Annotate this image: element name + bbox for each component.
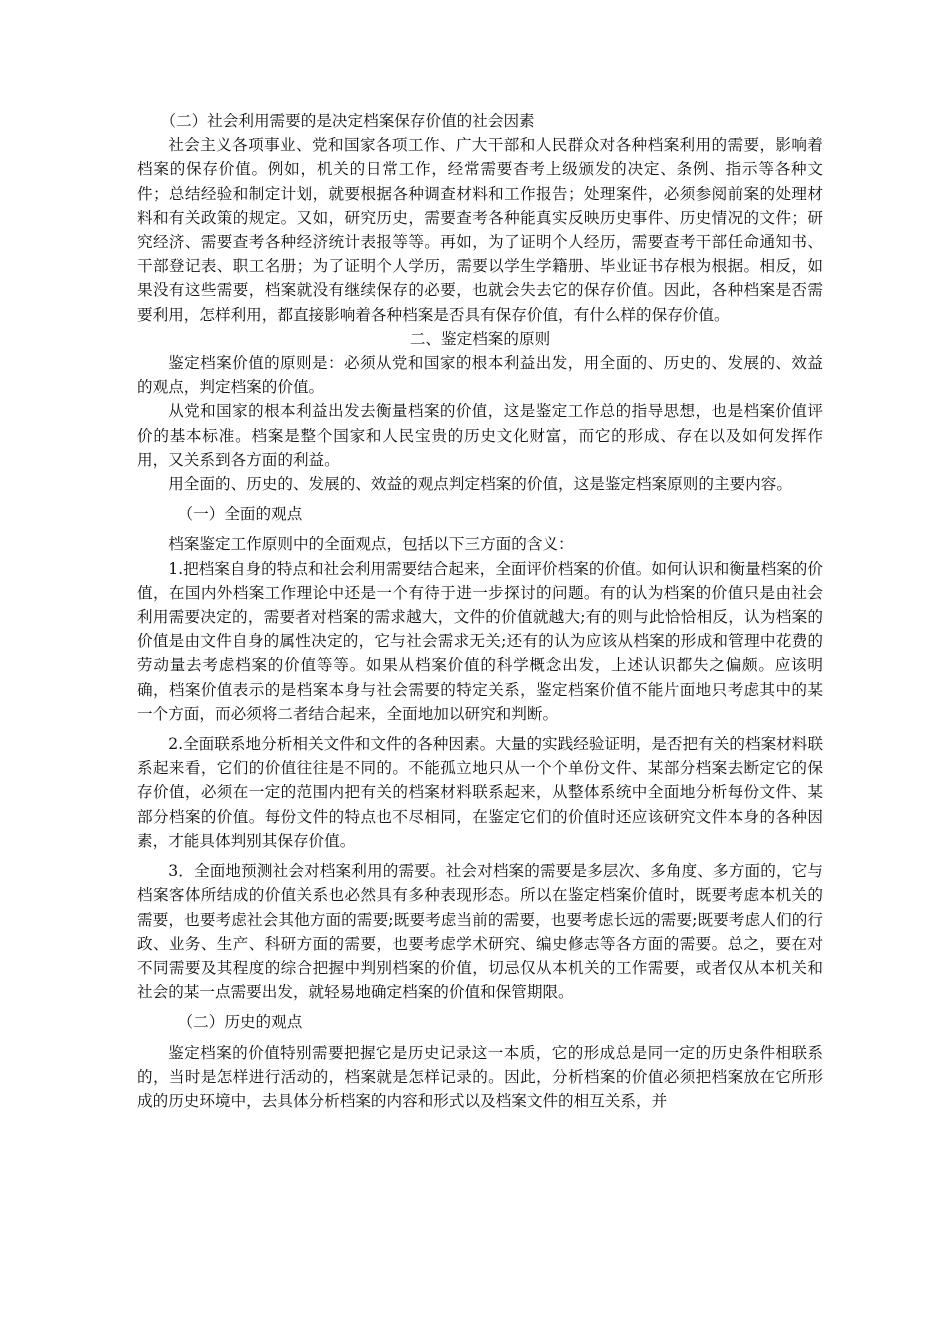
paragraph-principle-definition: 鉴定档案价值的原则是：必须从党和国家的根本利益出发，用全面的、历史的、发展的、效益的观点，判定档案的价值。 (137, 354, 823, 397)
paragraph-social-needs: 社会主义各项事业、党和国家各项工作、广大干部和人民群众对各种档案利用的需要，影响着档案的保存价值。例如，机关的日常工作，经常需要杳考上级颁发的决定、条例、指示等各种文件；总结经验和制定计划，就要根据各种调查材料和工作报告；处理案件，必须参阅前案的处理材料和有关政策的规定。又如，研究历史，需要查考各种能真实反映历史事件、历史情况的文件；研究经济、需要查考各种经济统计表报等等。再如，为了证明个人经历，需要查考干部任命通知书、干部登记表、职工名册；为了证明个人学历，需要以学生学籍册、毕业证书存根为根据。相反，如果没有这些需要，档案就没有继续保存的必要，也就会失去它的保存价值。因此，各种档案是否需要利用，怎样利用，都直接影响着各种档案是否具有保存价值，有什么样的保存价值。 (137, 136, 823, 324)
chapter-heading-principles: 二、鉴定档案的原则 (409, 329, 551, 348)
section-heading-historical: （二）历史的观点 (177, 1013, 303, 1032)
section-heading-social-factor: （二）社会利用需要的是决定档案保存价值的社会因素 (160, 112, 535, 130)
paragraph-point-1: 1.把档案自身的特点和社会利用需要结合起来，全面评价档案的价值。如何认识和衡量档案的价值，在国内外档案工作理论中还是一个有待于进一步探讨的问题。有的认为档案的价值只是由社会利用需要决定的，需要者对档案的需求越大，文件的价值就越大;有的则与此恰恰相反，认为档案的价值是由文件自身的属性决定的，它与社会需求无关;还有的认为应该从档案的形成和管理中花费的劳动量去考虑档案的价值等等。如果从档案价值的科学概念出发，上述认识都失之偏颇。应该明确，档案价值表示的是档案本身与社会需要的特定关系，鉴定档案价值不能片面地只考虑其中的某一个方面，而必须将二者结合起来，全面地加以研究和判断。 (137, 559, 823, 723)
paragraph-main-content: 用全面的、历史的、发展的、效益的观点判定档案的价值，这是鉴定档案原则的主要内容。 (168, 475, 792, 494)
paragraph-point-2: 2.全面联系地分析相关文件和文件的各种因素。大量的实践经验证明，是否把有关的档案材料联系起来看，它们的价值往往是不同的。不能孤立地只从一个个单份文件、某部分档案去断定它的保存价值，必须在一定的范围内把有关的档案材料联系起来，从整体系统中全面地分析每份文件、某部分档案的价值。每份文件的特点也不尽相同，在鉴定它们的价值时还应该研究文件本身的各种因素，才能具体判别其保存价值。 (137, 735, 823, 850)
paragraph-point-3: 3．全面地预测社会对档案利用的需要。社会对档案的需要是多层次、多角度、多方面的，它与档案客体所结成的价值关系也必然具有多种表现形态。所以在鉴定档案价值时，既要考虑本机关的需要，也要考虑社会其他方面的需要;既要考虑当前的需要，也要考虑长远的需要;既要考虑人们的行政、业务、生产、科研方面的需要，也要考虑学术研究、编史修志等各方面的需要。总之，要在对不同需要及其程度的综合把握中判别档案的价值，切忌仅从本机关的工作需要，或者仅从本机关和社会的某一点需要出发，就轻易地确定档案的价值和保管期限。 (137, 862, 823, 1002)
section-heading-comprehensive: （一）全面的观点 (177, 505, 303, 524)
paragraph-three-aspects: 档案鉴定工作原则中的全面观点，包括以下三方面的含义： (168, 535, 574, 554)
paragraph-historical: 鉴定档案的价值特别需要把握它是历史记录这一本质，它的形成总是同一定的历史条件相联系的，当时是怎样进行活动的，档案就是怎样记录的。因此，分析档案的价值必须把档案放在它所形成的历史环境中，去具体分析档案的内容和形式以及档案文件的相互关系，并 (137, 1043, 823, 1110)
document-body (137, 109, 823, 1113)
paragraph-national-interest: 从党和国家的根本利益出发去衡量档案的价值，这是鉴定工作总的指导思想，也是档案价值评价的基本标准。档案是整个国家和人民宝贵的历史文化财富，而它的形成、存在以及如何发挥作用，又关系到各方面的利益。 (137, 402, 823, 469)
